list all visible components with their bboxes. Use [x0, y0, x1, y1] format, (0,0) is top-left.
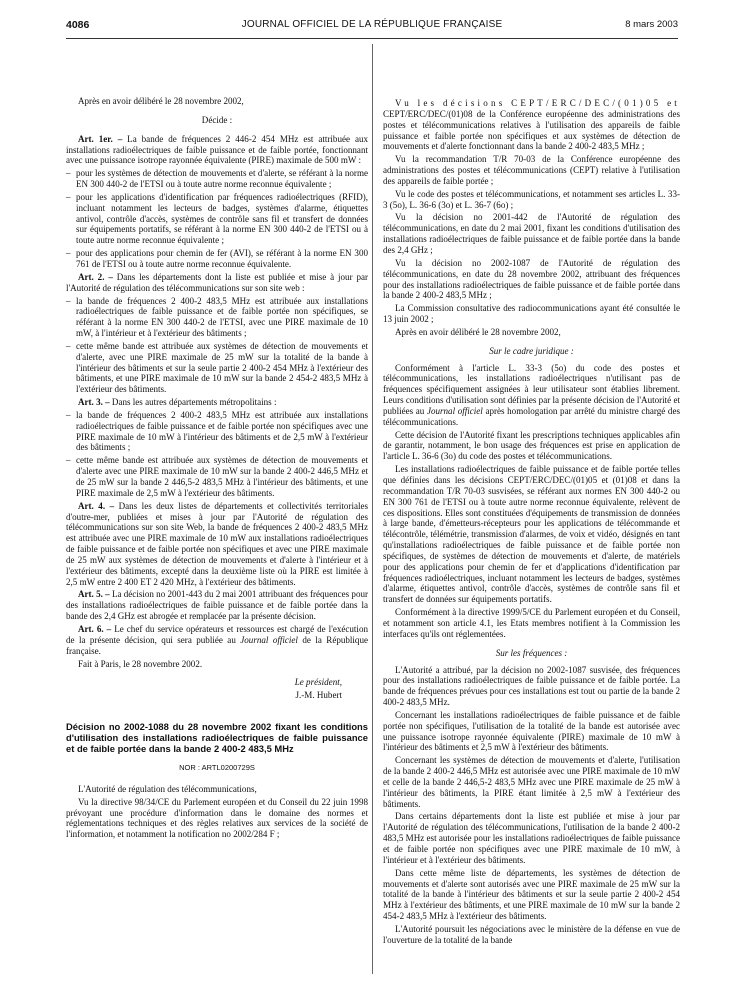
vu-decision-1087: Vu la décision no 2002-1087 de l'Autorité de régulation des télécommunications, en date du 28 novembre 2002, attribuant des fréquences pour des installations radioélectriques de faible puissance et de faible portée dans la bande 2 400-2 483,5 MHz ; [383, 257, 680, 301]
article-2-label: Art. 2. – [78, 271, 113, 282]
article-6: Art. 6. – Le chef du service opérateurs et ressources est chargé de l'exécution de la présente décision, qui sera publiée au Journal officiel de la République française. [66, 623, 368, 656]
article-1-item: – pour les applications d'identification par fréquences radioélectriques (RFID), incluant notamment les lecteurs de badges, systèmes d'alarme, étiquettes antivol, contrôle d'accès, systèmes de contrôle sans fil et transfert de données sur équipements portatifs, se référant à la norme EN 300 440-2 de l'ETSI ou à toute autre norme reconnue équivalente ; [66, 191, 368, 246]
article-2 [66, 272, 368, 294]
article-4 [66, 501, 368, 588]
intro-paragraph: Après en avoir délibéré le 28 novembre 2002, [78, 96, 244, 106]
signature-name: J.-M. Hubert [295, 690, 342, 701]
article-1-item: – pour des applications pour chemin de fer (AVI), se référant à la norme EN 300 761 de l'ETSI ou à toute autre norme reconnue équivalente. [66, 248, 368, 269]
issue-date: 8 mars 2003 [625, 19, 678, 30]
installations-paragraph: Les installations radioélectriques de faible puissance et de faible portée telles que définies dans les décisions CEPT/ERC/DEC/(01)05 et (01)08 et dans la recommandation T/R 70-03 susvisées, se référant aux normes EN 300 440-2 ou EN 300 761 de l'ETSI ou à toute autre norme reconnue équivalente, relèvent de ces dispositions. Elles sont constituées d'équipements de transmission de données à large bande, d'émetteurs-récepteurs pour les applications de télécommande et télécontrôle, télémétrie, transmission d'alarmes, de voix et vidéo, désignés en tant qu'installations radioélectriques de faible puissance et de faible portée non spécifiques, de systèmes de détection de mouvements et d'alerte, de matériels pour des applications pour chemin de fer et d'applications d'identification par fréquences radioélectriques, incluant notamment les lecteurs de badges, systèmes d'alarme, étiquettes antivol, contrôle d'accès, systèmes de contrôle sans fil et transfert de données sur équipements portatifs. [383, 464, 680, 605]
vu-cept-paragraph: Vu les décisions CEPT/ERC/DEC/(01)05 et CEPT/ERC/DEC/(01)08 de la Conférence européenne des administrations des postes et télécommunications relatives à l'utilisation des appareils de faible puissance et faible portée non spécifiques et aux systèmes de détection de mouvements et d'alerte fonctionnant dans la bande 2 400-2 483,5 MHz ; [383, 98, 680, 152]
vu-code: Vu le code des postes et télécommunications, et notamment ses articles L. 33-3 (5o), L. 36-6 (3o) et L. 36-7 (6o) ; [383, 188, 680, 210]
left-column [66, 96, 368, 842]
autorite-paragraph: L'Autorité de régulation des télécommunications, [78, 783, 257, 794]
journal-officiel-ref: Journal officiel [240, 634, 298, 645]
column-divider [372, 44, 373, 974]
nor-reference: NOR : ARTL0200729S [179, 763, 255, 773]
directive-1999-paragraph: Conformément à la directive 1999/5/CE du Parlement européen et du Conseil, et notamment son article 4.1, les Etats membres notifient à la Commission les interfaces qu'ils ont réglementées. [383, 607, 680, 639]
article-3-text: Dans les autres départements métropolitains : [111, 397, 277, 408]
directive-paragraph: Vu la directive 98/34/CE du Parlement européen et du Conseil du 22 juin 1998 prévoyant une procédure d'information dans le domaine des normes et réglementations techniques et des règles relatives aux services de la société de l'information, et notamment la notification no 2002/284 F ; [66, 796, 368, 840]
commission-paragraph: La Commission consultative des radiocommunications ayant été consultée le 13 juin 2002 ; [383, 303, 680, 325]
apres-paragraph: Après en avoir délibéré le 28 novembre 2002, [395, 326, 561, 337]
article-5 [66, 589, 368, 622]
article-2-item: – la bande de fréquences 2 400-2 483,5 MHz est attribuée aux installations radioélectriques de faible puissance et de faible portée non spécifiques, se référant à la norme EN 300 440-2 de l'ETSI, avec une PIRE maximale de 10 mW, à l'intérieur et à l'extérieur des bâtiments ; [66, 295, 368, 339]
article-5-label: Art. 5. – [78, 589, 110, 600]
conformement-paragraph: Conformément à l'article L. 33-3 (5o) du code des postes et télécommunications, les installations radioélectriques n'utilisant pas de fréquences spécifiquement assignées à leur utilisateur sont établies librement. Leurs conditions d'utilisation sont définies par la présente décision de l'Autorité et publiées au Journal officiel après homologation par arrêté du ministre chargé des télécommunications. [383, 362, 680, 427]
vu-decision-442: Vu la décision no 2001-442 de l'Autorité de régulation des télécommunications, en date du 2 mai 2001, fixant les conditions d'utilisation des installations radioélectriques de faible puissance et de faible portée dans la bande des 2,4 GHz ; [383, 212, 680, 255]
article-6-label: Art. 6. – [78, 623, 112, 634]
article-1 [66, 134, 368, 167]
page-header [66, 19, 678, 35]
article-3-item: – la bande de fréquences 2 400-2 483,5 MHz est attribuée aux installations radioélectriques de faible puissance et de faible portée non spécifiques avec une PIRE maximale de 10 mW à l'intérieur des bâtiments et de 2,5 mW à l'extérieur des bâtiments ; [66, 409, 368, 453]
header-rule [66, 38, 678, 39]
section-cadre-juridique: Sur le cadre juridique : [489, 345, 574, 356]
article-1-item: – pour les systèmes de détection de mouvements et d'alerte, se référant à la norme EN 300 440-2 de l'ETSI ou à toute autre norme reconnue équivalente ; [66, 168, 368, 190]
article-3-label: Art. 3. – [78, 397, 110, 408]
article-2-text: Dans les départements dont la liste est publiée et mise à jour par l'Autorité de régulation des télécommunications sur son site web : [66, 271, 369, 293]
certains-departements-paragraph: Dans certains départements dont la liste est publiée et mise à jour par l'Autorité de régulation des télécommunications, l'utilisation de la bande 2 400-2 483,5 MHz est autorisée pour les installations radioélectriques de faible puissance et de faible portée non spécifiques avec une PIRE maximale de 10 mW, à l'intérieur et à l'extérieur des bâtiments. [383, 811, 680, 865]
decision-title: Décision no 2002-1088 du 28 novembre 2002 fixant les conditions d'utilisation des installations radioélectriques de faible puissance et de faible portée dans la bande 2 400-2 483,5 MHz [66, 721, 368, 755]
poursuit-paragraph: L'Autorité poursuit les négociations avec le ministère de la défense en vue de l'ouverture de la totalité de la bande [383, 923, 680, 945]
article-3 [66, 397, 368, 408]
vu-recommandation: Vu la recommandation T/R 70-03 de la Conférence européenne des administrations des postes et télécommunications (CEPT) relative à l'utilisation des appareils de faible portée ; [383, 154, 680, 186]
article-1-text: La bande de fréquences 2 446-2 454 MHz est attribuée aux installations radioélectriques de faible puissance et de faible portée, fonctionnant avec une puissance isotrope rayonnée équivalente (PIRE) maximale de 500 mW : [66, 133, 369, 166]
decide-line: Décide : [201, 114, 233, 125]
article-2-item: – cette même bande est attribuée aux systèmes de détection de mouvements et d'alerte, avec une PIRE maximale de 25 mW sur la totalité de la bande à l'intérieur des bâtiments et sur la seule partie 2 400-2 454 MHz à l'extérieur des bâtiments, et une PIRE maximale de 10 mW sur la bande 2 454-2 483,5 MHz à l'extérieur des bâtiments. [66, 340, 368, 395]
article-1-label: Art. 1er. – [78, 133, 123, 144]
concernant-paragraph-1: Concernant les installations radioélectriques de faible puissance et de faible portée non spécifiques, l'utilisation de la totalité de la bande est autorisée avec une puissance isotrope rayonnée équivalente (PIRE) maximale de 10 mW à l'intérieur des bâtiments et 2,5 mW à l'extérieur des bâtiments. [383, 709, 680, 753]
section-frequences: Sur les fréquences : [495, 647, 568, 658]
signature-role: Le président, [294, 677, 342, 688]
concernant-paragraph-2: Concernant les systèmes de détection de mouvements et d'alerte, l'utilisation de la bande 2 400-2 446,5 MHz est autorisée avec une PIRE maximale de 10 mW et celle de la bande 2 446,5-2 483,5 MHz avec une PIRE maximale de 25 mW à l'intérieur des bâtiments, la PIRE étant limitée à 2,5 mW à l'extérieur des bâtiments. [383, 755, 680, 809]
article-4-label: Art. 4. – [78, 500, 115, 511]
article-3-item: – cette même bande est attribuée aux systèmes de détection de mouvements et d'alerte avec une PIRE maximale de 10 mW sur la bande 2 400-2 446,5 MHz et de 25 mW sur la bande 2 446,5-2 483,5 MHz à l'intérieur des bâtiments, et une PIRE maximale de 2,5 mW à l'extérieur des bâtiments. [66, 455, 368, 498]
cette-decision-paragraph: Cette décision de l'Autorité fixant les prescriptions techniques applicables afin de garantir, notamment, le bon usage des fréquences est prise en application de l'article L. 36-6 (3o) du code des postes et télécommunications. [383, 429, 680, 462]
article-5-text: La décision no 2001-443 du 2 mai 2001 attribuant des fréquences pour des installations radioélectriques de faible puissance et de faible portée dans la bande des 2,4 GHz est abrogée et remplacée par la présente décision. [66, 589, 369, 622]
article-4-text: Dans les deux listes de départements et collectivités territoriales d'outre-mer, publiées et mises à jour par l'Autorité de régulation des télécommunications sur son site Web, la bande de fréquences 2 400-2 483,5 MHz est attribuée avec une PIRE maximale de 10 mW aux installations radioélectriques de faible puissance et de faible portée non spécifiques et avec une PIRE maximale de 25 mW aux systèmes de détection de mouvements et d'alerte à l'intérieur et à l'extérieur des bâtiments, excepté dans la deuxième liste où la PIRE est limitée à 2,5 mW entre 2 400 ET 2 420 MHz, à l'extérieur des bâtiments. [66, 500, 369, 587]
journal-title: JOURNAL OFFICIEL DE LA RÉPUBLIQUE FRANÇAISE [241, 19, 503, 30]
meme-liste-paragraph: Dans cette même liste de départements, les systèmes de détection de mouvements et d'alerte sont autorisés avec une PIRE maximale de 25 mW sur la totalité de la bande à l'intérieur des bâtiments et sur la seule partie 2 400-2 454 MHz à l'extérieur des bâtiments, et une PIRE maximale de 10 mW sur la bande 2 454-2 483,5 MHz à l'extérieur des bâtiments. [383, 867, 680, 922]
page-number: 4086 [66, 19, 90, 31]
attribue-paragraph: L'Autorité a attribué, par la décision no 2002-1087 susvisée, des fréquences pour des installations radioélectriques de faible puissance et de faible portée. La bande de fréquences prévues pour ces installations est tout ou partie de la bande 2 400-2 483,5 MHz. [383, 664, 680, 708]
right-column [383, 98, 680, 948]
done-at-paris: Fait à Paris, le 28 novembre 2002. [78, 658, 203, 669]
